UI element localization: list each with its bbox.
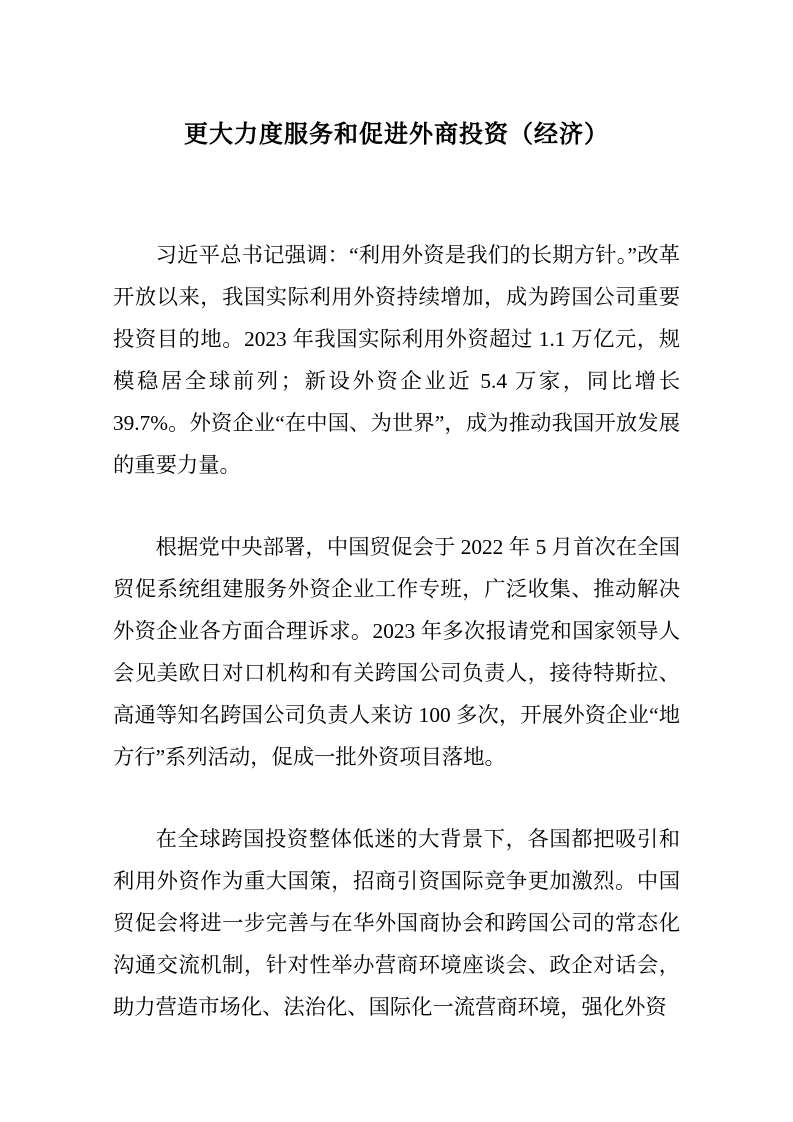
paragraph-outlook: 在全球跨国投资整体低迷的大背景下，各国都把吸引和利用外资作为重大国策，招商引资国际竞争更加激烈。中国贸促会将进一步完善与在华外国商协会和跨国公司的常态化沟通交流机制，针对性举办营商环境座谈会、政企对话会，助力营造市场化、法治化、国际化一流营商环境，强化外资 (113, 827, 680, 1019)
document-title: 更大力度服务和促进外商投资（经济） (184, 122, 609, 148)
paragraph-intro: 习近平总书记强调：“利用外资是我们的长期方针。”改革开放以来，我国实际利用外资持续增加，成为跨国公司重要投资目的地。2023 年我国实际利用外资超过 1.1 万亿元，规模稳居全球前列；新设外资企业近 5.4 万家，同比增长 39.7%。外资企业“在中国、为世界”，成为推动我国开放发展的重要力量。 (113, 243, 680, 477)
paragraph-ccpit-work: 根据党中央部署，中国贸促会于 2022 年 5 月首次在全国贸促系统组建服务外资企业工作专班，广泛收集、推动解决外资企业各方面合理诉求。2023 年多次报请党和国家领导人会见美欧日对口机构和有关跨国公司负责人，接待特斯拉、高通等知名跨国公司负责人来访 100 多次，开展外资企业“地方行”系列活动，促成一批外资项目落地。 (113, 535, 680, 769)
